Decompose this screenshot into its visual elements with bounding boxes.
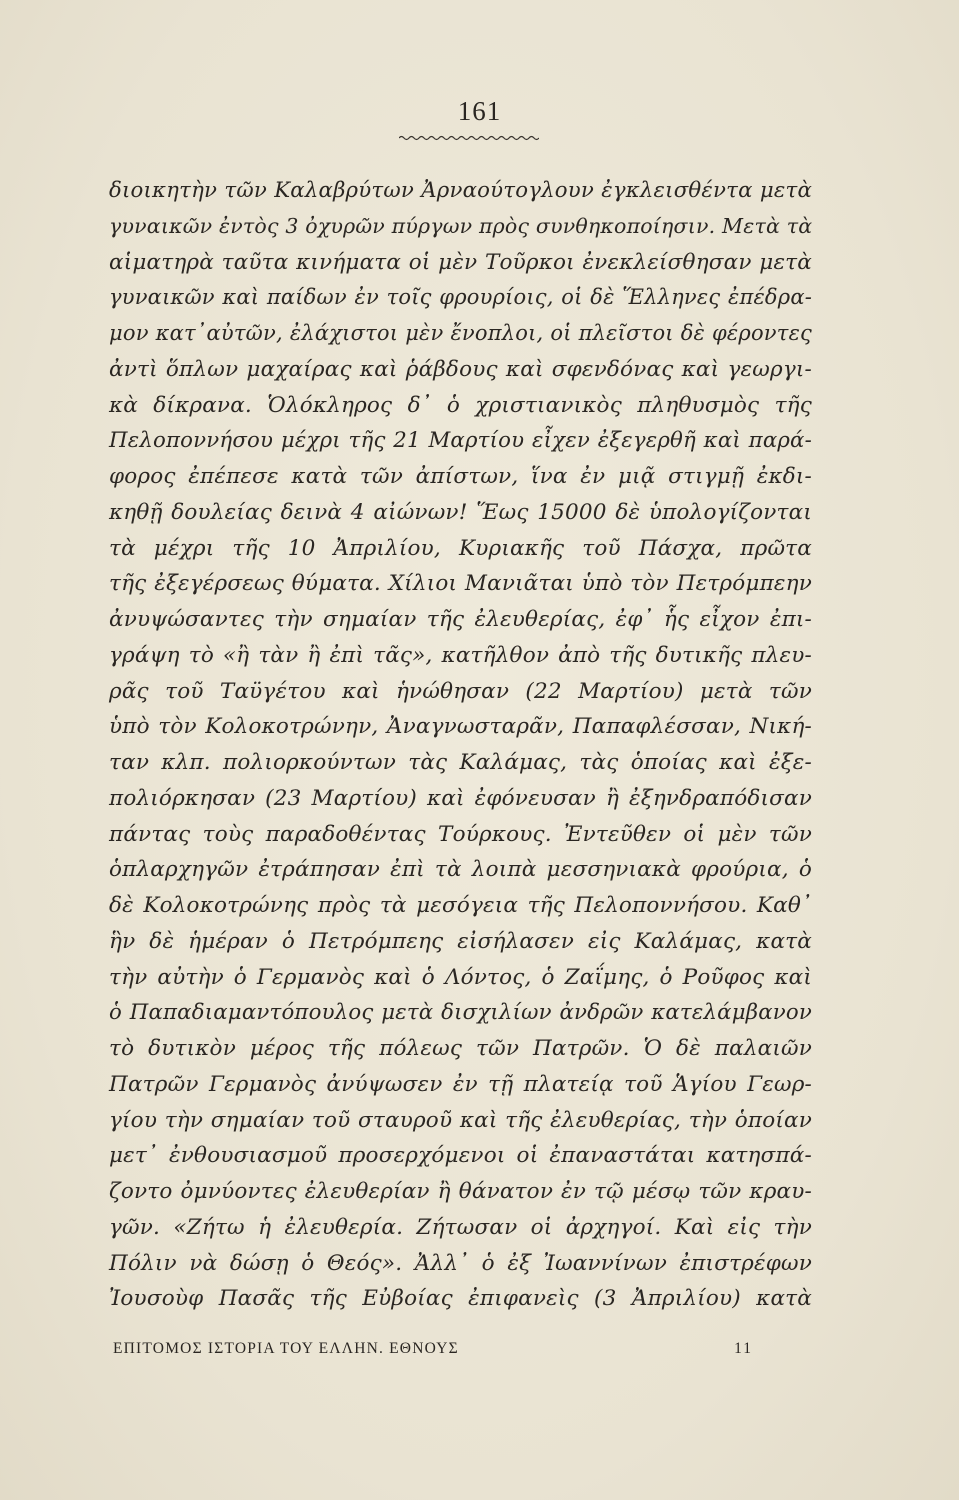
text-line: ἣν δὲ ἡμέραν ὁ Πετρόμπεης εἰσήλασεν εἰς Καλάμας, κατὰ: [109, 928, 812, 954]
text-line: διοικητὴν τῶν Καλαβρύτων Ἀρναούτογλουν ἐγκλεισθέντα μετὰ: [109, 178, 812, 203]
text-line: ἀνυψώσαντες τὴν σημαίαν τῆς ἐλευθερίας, ἐφ᾽ ἧς εἶχον ἐπι-: [109, 607, 812, 632]
text-line: ζοντο ὀμνύοντες ἐλευθερίαν ἢ θάνατον ἐν τῷ μέσῳ τῶν κραυ-: [109, 1179, 812, 1204]
text-line: αἱματηρὰ ταῦτα κινήματα οἱ μὲν Τοῦρκοι ἐνεκλείσθησαν μετὰ: [109, 249, 812, 275]
text-line: Πατρῶν Γερμανὸς ἀνύψωσεν ἐν τῇ πλατείᾳ τοῦ Ἁγίου Γεωρ-: [109, 1071, 812, 1097]
footer-book-title: ΕΠΙΤΟΜΟΣ ΙΣΤΟΡΙΑ ΤΟΥ ΕΛΛΗΝ. ΕΘΝΟΥΣ: [113, 1340, 459, 1357]
text-line: πολιόρκησαν (23 Μαρτίου) καὶ ἐφόνευσαν ἢ ἐξηνδραπόδισαν: [109, 785, 812, 811]
text-line: κὰ δίκρανα. Ὁλόκληρος δ᾽ ὁ χριστιανικὸς πληθυσμὸς τῆς: [109, 392, 812, 418]
footer-signature-mark: 11: [734, 1340, 753, 1357]
page-footer: [113, 1340, 753, 1358]
text-line: Ἰουσοὺφ Πασᾶς τῆς Εὐβοίας ἐπιφανεὶς (3 Ἀπριλίου) κατὰ: [109, 1286, 812, 1312]
text-line: ὑπὸ τὸν Κολοκοτρώνην, Ἀναγνωσταρᾶν, Παπαφλέσσαν, Νική-: [109, 714, 812, 740]
text-line: ὁ Παπαδιαμαντόπουλος μετὰ δισχιλίων ἀνδρῶν κατελάμβανον: [109, 1000, 812, 1026]
text-line: γίου τὴν σημαίαν τοῦ σταυροῦ καὶ τῆς ἐλευθερίας, τὴν ὁποίαν: [109, 1107, 812, 1133]
text-line: πάντας τοὺς παραδοθέντας Τούρκους. Ἐντεῦθεν οἱ μὲν τῶν: [109, 821, 812, 847]
decorative-wavy-rule: [399, 134, 539, 142]
text-line: ταν κλπ. πολιορκούντων τὰς Καλάμας, τὰς ὁποίας καὶ ἐξε-: [109, 750, 812, 775]
text-line: δὲ Κολοκοτρώνης πρὸς τὰ μεσόγεια τῆς Πελοποννήσου. Καθ᾽: [109, 893, 812, 918]
text-line: μετ᾽ ἐνθουσιασμοῦ προσερχόμενοι οἱ ἐπαναστάται κατησπά-: [109, 1143, 812, 1169]
text-line: τὴν αὐτὴν ὁ Γερμανὸς καὶ ὁ Λόντος, ὁ Ζαΐμης, ὁ Ροῦφος καὶ: [109, 964, 812, 990]
text-line: γράψη τὸ «ἢ τὰν ἢ ἐπὶ τᾶς», κατῆλθον ἀπὸ τῆς δυτικῆς πλευ-: [109, 642, 812, 668]
text-line: γυναικῶν ἐντὸς 3 ὀχυρῶν πύργων πρὸς συνθηκοποίησιν. Μετὰ τὰ: [109, 213, 813, 238]
text-line: κηθῇ δουλείας δεινὰ 4 αἰώνων! Ἕως 15000 δὲ ὑπολογίζονται: [109, 499, 812, 525]
text-line: γῶν. «Ζήτω ἡ ἐλευθερία. Ζήτωσαν οἱ ἀρχηγοί. Καὶ εἰς τὴν: [109, 1214, 812, 1240]
text-line: Πόλιν νὰ δώσῃ ὁ Θεός». Ἀλλ᾽ ὁ ἐξ Ἰωαννίνων ἐπιστρέφων: [109, 1250, 812, 1276]
text-line: τὰ μέχρι τῆς 10 Ἀπριλίου, Κυριακῆς τοῦ Πάσχα, πρῶτα: [109, 535, 812, 561]
text-line: ρᾶς τοῦ Ταϋγέτου καὶ ἡνώθησαν (22 Μαρτίου) μετὰ τῶν: [109, 678, 812, 704]
text-line: Πελοποννήσου μέχρι τῆς 21 Μαρτίου εἶχεν ἐξεγερθῆ καὶ παρά-: [109, 428, 812, 454]
text-line: γυναικῶν καὶ παίδων ἐν τοῖς φρουρίοις, οἱ δὲ Ἕλληνες ἐπέδρα-: [109, 285, 812, 310]
text-line: μον κατ᾽αὐτῶν, ἐλάχιστοι μὲν ἔνοπλοι, οἱ πλεῖστοι δὲ φέροντες: [109, 321, 812, 345]
text-line: ἀντὶ ὅπλων μαχαίρας καὶ ῥάβδους καὶ σφενδόνας καὶ γεωργι-: [109, 356, 812, 382]
page-number: 161: [457, 96, 502, 126]
text-line: ὁπλαρχηγῶν ἐτράπησαν ἐπὶ τὰ λοιπὰ μεσσηνιακὰ φρούρια, ὁ: [109, 857, 812, 883]
text-line: τῆς ἐξεγέρσεως θύματα. Χίλιοι Μανιᾶται ὑπὸ τὸν Πετρόμπεην: [109, 571, 812, 597]
text-line: τὸ δυτικὸν μέρος τῆς πόλεως τῶν Πατρῶν. Ὁ δὲ παλαιῶν: [109, 1036, 812, 1061]
body-text: [109, 173, 812, 1317]
text-line: φορος ἐπέπεσε κατὰ τῶν ἀπίστων, ἵνα ἐν μιᾷ στιγμῇ ἐκδι-: [109, 464, 812, 489]
